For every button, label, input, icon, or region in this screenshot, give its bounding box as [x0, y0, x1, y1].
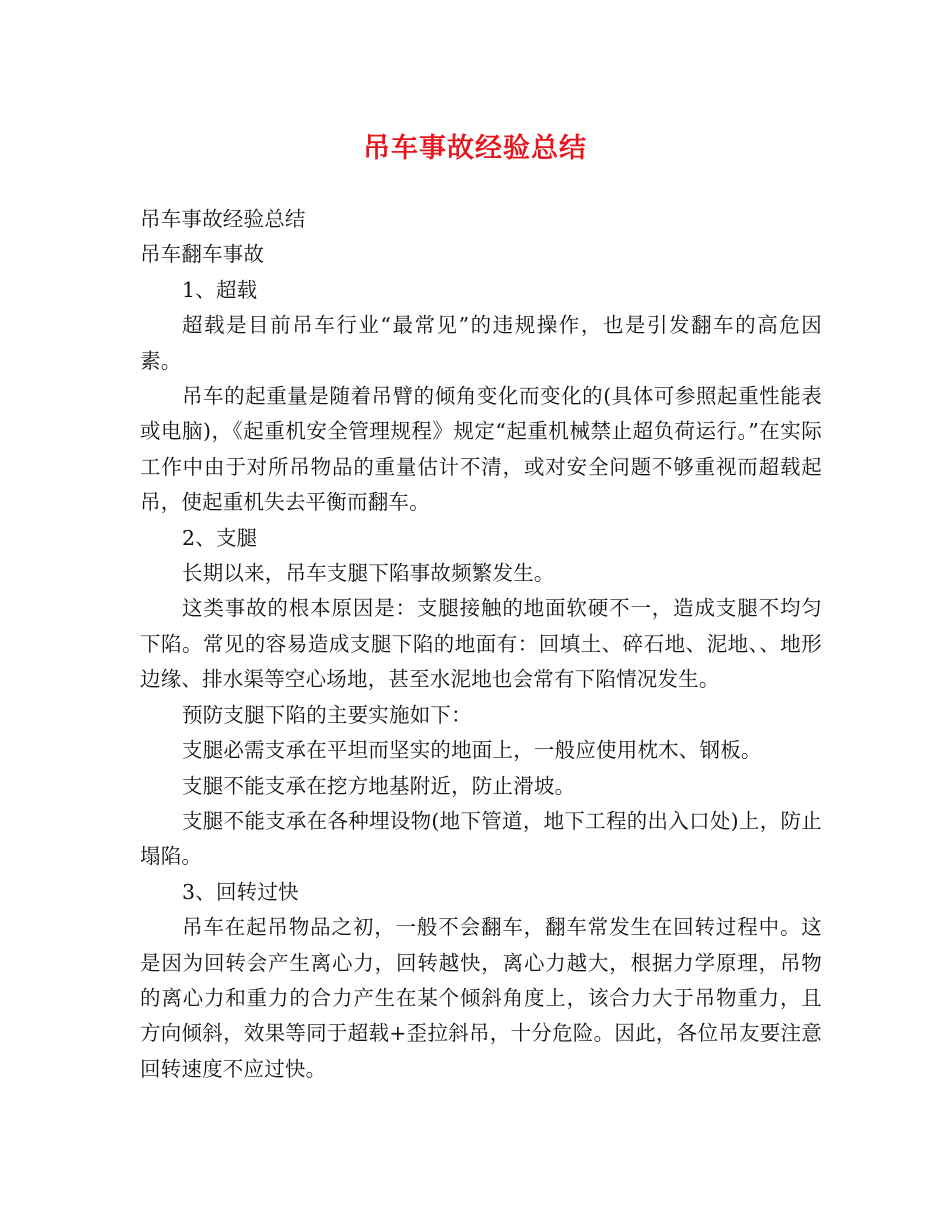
- document-title: 吊车事故经验总结: [363, 133, 587, 164]
- paragraph: 支腿不能支承在各种埋设物(地下管道，地下工程的出入口处)上，防止塌陷。: [140, 808, 822, 869]
- paragraph: 吊车翻车事故: [140, 242, 265, 267]
- paragraph: 长期以来，吊车支腿下陷事故频繁发生。: [182, 561, 555, 586]
- paragraph: 吊车在起吊物品之初，一般不会翻车，翻车常发生在回转过程中。这是因为回转会产生离心力，回转越快，离心力越大，根据力学原理，吊物的离心力和重力的合力产生在某个倾斜角度上，该合力大于吊物重力，且方向倾斜，效果等同于超载+歪拉斜吊，十分危险。因此，各位吊友要注意回转速度不应过快。: [140, 915, 822, 1081]
- paragraph: 3、回转过快: [182, 879, 299, 904]
- paragraph: 吊车事故经验总结: [140, 207, 306, 231]
- paragraph: 2、支腿: [182, 525, 258, 550]
- paragraph: 预防支腿下陷的主要实施如下：: [182, 702, 472, 727]
- paragraph: 超载是目前吊车行业“最常见”的违规操作，也是引发翻车的高危因素。: [140, 313, 822, 373]
- paragraph: 这类事故的根本原因是：支腿接触的地面软硬不一，造成支腿不均匀下陷。常见的容易造成支腿下陷的地面有：回填土、碎石地、泥地、、地形边缘、排水渠等空心场地，甚至水泥地也会常有下陷情况发生。: [140, 596, 822, 692]
- paragraph: 1、超载: [182, 277, 258, 302]
- paragraph: 支腿必需支承在平坦而坚实的地面上，一般应使用枕木、钢板。: [182, 738, 762, 763]
- paragraph: 吊车的起重量是随着吊臂的倾角变化而变化的(具体可参照起重性能表或电脑)，《起重机安全管理规程》规定“起重机械禁止超负荷运行。”在实际工作中由于对所吊物品的重量估计不清，或对安全问题不够重视而超载起吊，使起重机失去平衡而翻车。: [140, 384, 822, 515]
- document-body: [140, 202, 822, 1087]
- paragraph: 支腿不能支承在挖方地基附近，防止滑坡。: [182, 773, 576, 798]
